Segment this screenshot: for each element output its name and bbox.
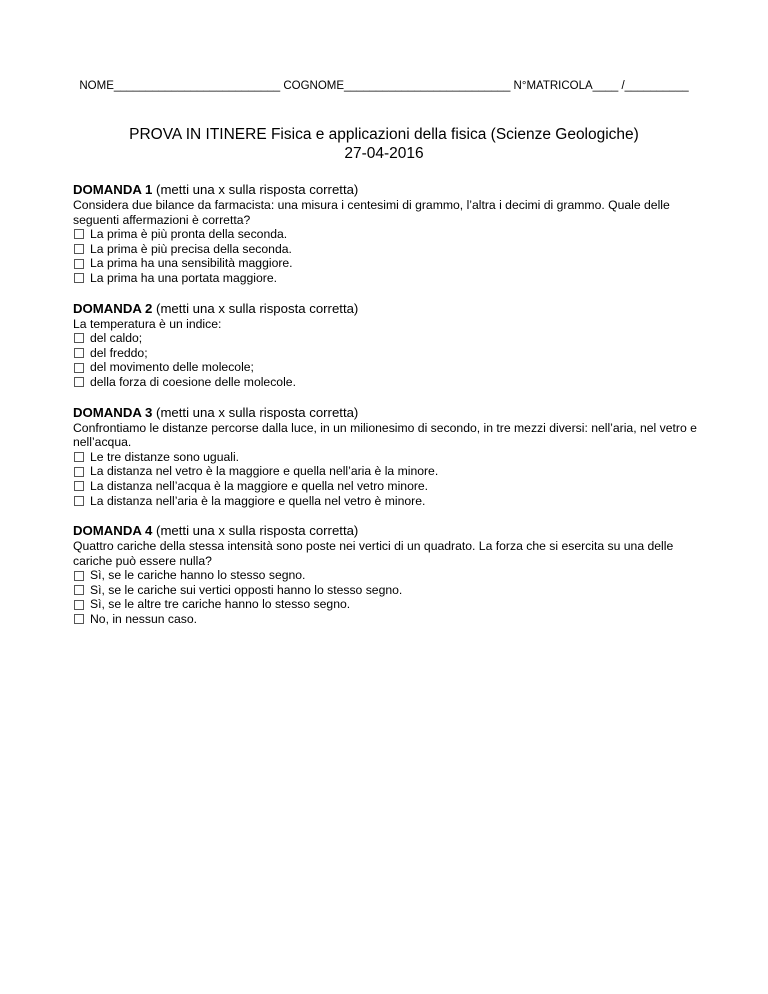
answer-checkbox[interactable] <box>74 452 84 462</box>
answer-text: del caldo; <box>90 331 143 346</box>
question-label: DOMANDA 2 <box>73 300 153 316</box>
answer-checkbox[interactable] <box>74 467 84 477</box>
answer-option <box>73 242 713 257</box>
answer-option <box>73 346 713 361</box>
answer-checkbox[interactable] <box>74 259 84 269</box>
answer-option <box>73 464 713 479</box>
question-instruction: (metti una x sulla risposta corretta) <box>156 523 359 539</box>
answer-checkbox[interactable] <box>74 273 84 283</box>
answer-checkbox[interactable] <box>74 481 84 491</box>
question-label: DOMANDA 1 <box>73 182 153 197</box>
answer-option <box>73 494 713 509</box>
answer-text: Sì, se le cariche hanno lo stesso segno. <box>90 568 306 583</box>
answer-checkbox[interactable] <box>74 348 84 358</box>
answer-checkbox[interactable] <box>74 377 84 387</box>
answer-option <box>73 331 713 346</box>
answer-text: La prima ha una sensibilità maggiore. <box>90 256 293 271</box>
exam-title: PROVA IN ITINERE Fisica e applicazioni della fisica (Scienze Geologiche) <box>129 126 639 143</box>
answer-checkbox[interactable] <box>74 585 84 595</box>
exam-date: 27-04-2016 <box>344 145 424 162</box>
question-instruction: (metti una x sulla risposta corretta) <box>156 300 359 316</box>
answer-option <box>73 227 713 242</box>
question-heading <box>73 405 713 421</box>
question-text: La temperatura è un indice: <box>73 316 222 331</box>
answer-text: La prima è più precisa della seconda. <box>90 241 292 256</box>
question-text: Confrontiamo le distanze percorse dalla luce, in un milionesimo di secondo, in tre mezzi diversi: nell’aria, nel vetro e nell’acqua. <box>73 420 697 450</box>
answer-checkbox[interactable] <box>74 600 84 610</box>
answer-option <box>73 375 713 390</box>
answer-checkbox[interactable] <box>74 229 84 239</box>
question-heading <box>73 301 713 317</box>
answer-text: del freddo; <box>90 345 148 360</box>
answer-text: No, in nessun caso. <box>90 612 198 627</box>
exam-title-block <box>0 125 768 163</box>
answer-checkbox[interactable] <box>74 244 84 254</box>
answer-checkbox[interactable] <box>74 333 84 343</box>
question-heading <box>73 182 713 198</box>
answer-text: La prima è più pronta della seconda. <box>90 227 288 242</box>
question-label: DOMANDA 3 <box>73 404 153 420</box>
answer-option <box>73 271 713 286</box>
answer-text: La distanza nell’acqua è la maggiore e quella nel vetro minore. <box>90 478 429 493</box>
questions-list <box>73 182 713 642</box>
answer-option <box>73 597 713 612</box>
answer-option <box>73 479 713 494</box>
answer-checkbox[interactable] <box>74 496 84 506</box>
answer-text: della forza di coesione delle molecole. <box>90 374 296 389</box>
question-instruction: (metti una x sulla risposta corretta) <box>156 182 359 197</box>
question-2 <box>73 301 713 390</box>
answer-text: del movimento delle molecole; <box>90 360 254 375</box>
question-instruction: (metti una x sulla risposta corretta) <box>156 404 359 420</box>
answer-text: Sì, se le altre tre cariche hanno lo stesso segno. <box>90 597 351 612</box>
student-info-header: NOME__________________________ COGNOME__________________________ N°MATRICOLA____ /__________ <box>79 80 689 92</box>
answer-option <box>73 450 713 465</box>
answer-checkbox[interactable] <box>74 614 84 624</box>
answer-text: Sì, se le cariche sui vertici opposti hanno lo stesso segno. <box>90 582 403 597</box>
question-1 <box>73 182 713 286</box>
question-3 <box>73 405 713 509</box>
answer-text: La distanza nell’aria è la maggiore e quella nel vetro è minore. <box>90 493 426 508</box>
answer-option <box>73 583 713 598</box>
answer-text: La distanza nel vetro è la maggiore e quella nell’aria è la minore. <box>90 464 439 479</box>
question-heading <box>73 523 713 539</box>
question-label: DOMANDA 4 <box>73 523 153 539</box>
answer-option <box>73 568 713 583</box>
answer-option <box>73 256 713 271</box>
question-text: Quattro cariche della stessa intensità sono poste nei vertici di un quadrato. La forza che si esercita su una delle cariche può essere nulla? <box>73 539 674 568</box>
answer-checkbox[interactable] <box>74 571 84 581</box>
answer-text: Le tre distanze sono uguali. <box>90 449 240 464</box>
answer-text: La prima ha una portata maggiore. <box>90 270 277 285</box>
answer-option <box>73 612 713 627</box>
answer-checkbox[interactable] <box>74 363 84 373</box>
question-4 <box>73 523 713 627</box>
question-text: Considera due bilance da farmacista: una misura i centesimi di grammo, l’altra i decimi di grammo. Quale delle seguenti affermazioni è corretta? <box>73 198 670 227</box>
answer-option <box>73 360 713 375</box>
